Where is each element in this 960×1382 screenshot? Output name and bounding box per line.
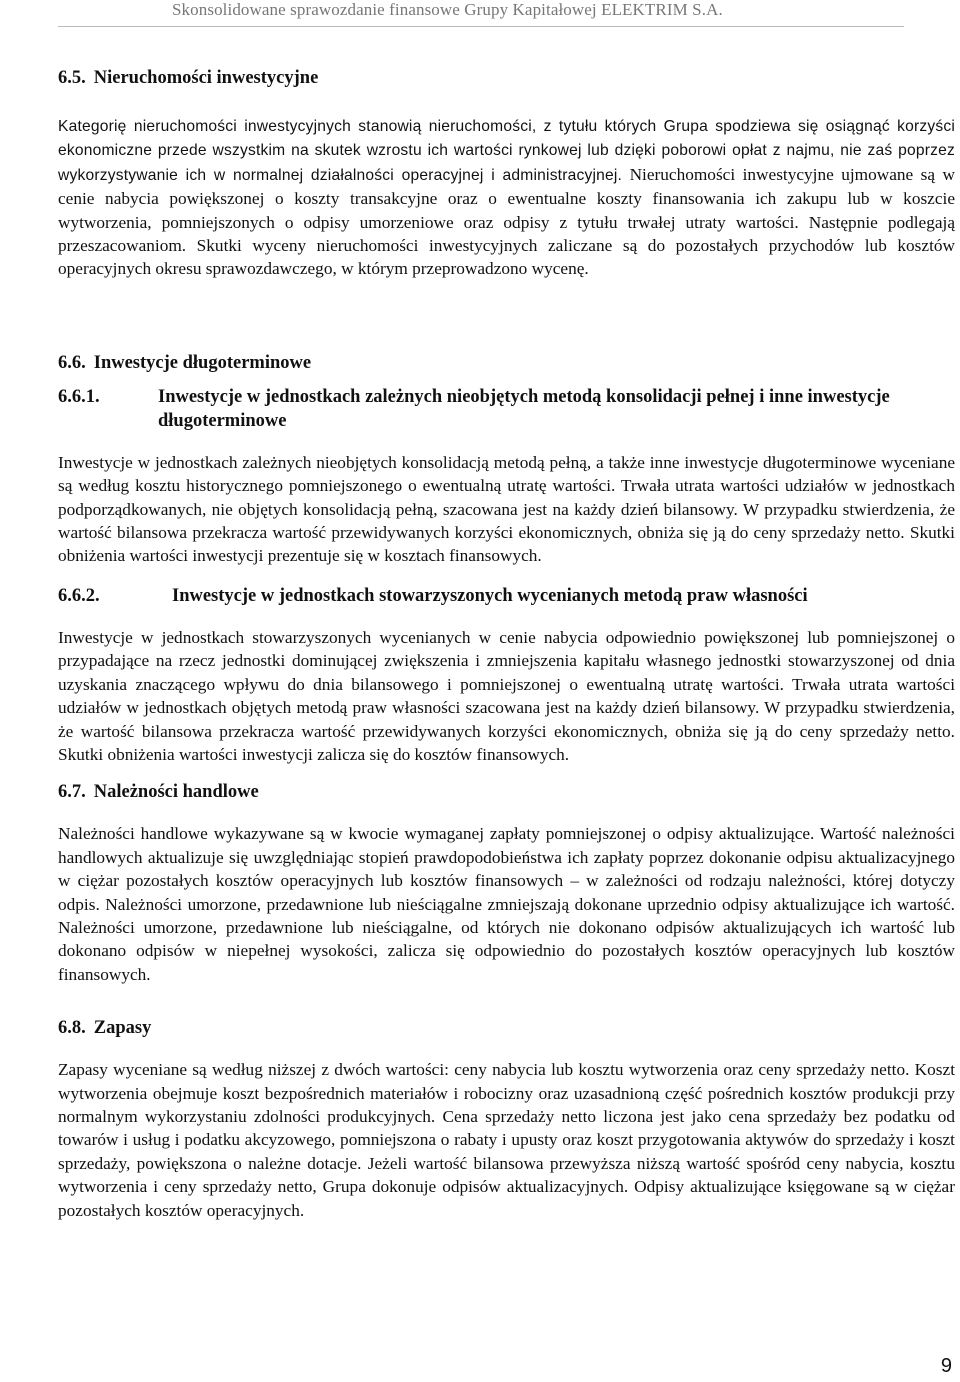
section-title: Zapasy <box>93 1018 152 1039</box>
section-number: 6.6. <box>58 352 86 373</box>
section-heading-6-6 <box>58 351 955 375</box>
document-header: Skonsolidowane sprawozdanie finansowe Grupy Kapitałowej ELEKTRIM S.A. <box>172 0 723 19</box>
section-title: Nieruchomości inwestycyjne <box>93 68 319 88</box>
section-number: 6.7. <box>58 782 86 803</box>
paragraph-serif-part: Nieruchomości inwestycyjne ujmowane są w cenie nabycia powiększonej o koszty transakcyjne oraz o ewentualne koszty finansowania ich zakupu lub w koszcie wytworzenia, pomniejszonych o odpisy umorzeniowe oraz odpisy z tytułu trwałej utraty wartości. Następnie podlegają przeszacowaniom. Skutki wyceny nieruchomości inwestycyjnych zaliczane są do pozostałych przychodów lub kosztów operacyjnych okresu sprawozdawczego, w którym przeprowadzono wycenę. <box>58 164 956 279</box>
paragraph-associate-investments: Inwestycje w jednostkach stowarzyszonych wycenianych w cenie nabycia odpowiednio powiększonej lub pomniejszonej o przypadające na rzecz jednostki dominującej zwiększenia i zmniejszenia kapitału własnego jednostki stowarzyszonej od dnia uzyskania znaczącego wpływu do dnia bilansowego i pomniejszonej o ewentualną utratę wartości. Trwała utrata wartości udziałów w jednostkach objętych metodą praw własności szacowana jest na każdy dzień bilansowy. W przypadku stwierdzenia, że wartość bilansowa przekracza wartość przewidywanych korzyści ekonomicznych, obniża się ją do ceny sprzedaży netto. Skutki obniżenia wartości inwestycji zalicza się do kosztów finansowych. <box>58 627 955 764</box>
section-number: 6.5. <box>58 68 86 88</box>
paragraph-investment-property <box>58 114 955 281</box>
paragraph-sans-part: Kategorię nieruchomości inwestycyjnych stanowią nieruchomości, z tytułu których Grupa spodziewa się osiągnąć korzyści ekonomiczne przede wszystkim na skutek wzrostu ich wartości rynkowej lub dzięki poborowi opłat z najmu, nie zaś poprzez wykorzystywanie ich w normalnej działalności operacyjnej i administracyjnej. <box>58 118 955 184</box>
header-divider <box>58 26 904 27</box>
section-heading-6-6-2 <box>58 584 955 608</box>
section-title: Inwestycje długoterminowe <box>93 352 312 373</box>
section-title: Inwestycje w jednostkach stowarzyszonych wycenianych metodą praw własności <box>172 585 808 606</box>
section-title: Inwestycje w jednostkach zależnych nieobjętych metodą konsolidacji pełnej i inne inwestycje długoterminowe <box>158 386 890 431</box>
section-title: Należności handlowe <box>93 782 259 803</box>
section-number: 6.8. <box>58 1018 86 1039</box>
paragraph-trade-receivables: Należności handlowe wykazywane są w kwocie wymaganej zapłaty pomniejszonej o odpisy aktualizujące. Wartość należności handlowych aktualizuje się uwzględniając stopień prawdopodobieństwa ich zapłaty poprzez dokonanie odpisu aktualizacyjnego w ciężar pozostałych kosztów operacyjnych lub kosztów finansowych – w zależności od rodzaju należności, której dotyczy odpis. Należności umorzone, przedawnione lub nieściągalne zmniejszają dokonane uprzednio odpisy aktualizujące ich wartość. Należności umorzone, przedawnione lub nieściągalne, od których nie dokonano odpisów aktualizujących ich wartość lub dokonano odpisów w niepełnej wysokości, zalicza się odpowiednio do pozostałych kosztów operacyjnych lub kosztów finansowych. <box>58 824 955 984</box>
section-heading-6-7 <box>58 780 955 804</box>
section-heading-6-8 <box>58 1016 955 1040</box>
section-heading-6-5 <box>58 66 955 90</box>
document-body <box>58 66 955 1222</box>
section-number: 6.6.2. <box>58 585 100 606</box>
section-number: 6.6.1. <box>58 386 100 407</box>
page-number: 9 <box>940 1355 952 1377</box>
paragraph-subsidiary-investments: Inwestycje w jednostkach zależnych nieobjętych konsolidacją metodą pełną, a także inne inwestycje długoterminowe wyceniane są według kosztu historycznego pomniejszonego o ewentualną utratę wartości. Trwała utrata wartości udziałów w jednostkach podporządkowanych, nie objętych konsolidacją pełną, szacowana jest na każdy dzień bilansowy. W przypadku stwierdzenia, że wartość bilansowa przekracza wartość przewidywanych korzyści ekonomicznych, obniża się ją do ceny sprzedaży netto. Skutki obniżenia wartości inwestycji prezentuje się w kosztach finansowych. <box>58 452 955 566</box>
section-heading-6-6-1 <box>58 385 955 433</box>
paragraph-inventories: Zapasy wyceniane są według niższej z dwóch wartości: ceny nabycia lub kosztu wytworzenia oraz ceny sprzedaży netto. Koszt wytworzenia obejmuje koszt bezpośrednich materiałów i robocizny oraz uzasadnioną część pośrednich kosztów produkcji przy normalnym wykorzystaniu zdolności produkcyjnych. Cena sprzedaży netto liczona jest jako cena sprzedaży bez podatku od towarów i usług i podatku akcyzowego, pomniejszona o rabaty i upusty oraz koszt przygotowania aktywów do sprzedaży i koszt sprzedaży, powiększona o należne dotacje. Jeżeli wartość bilansowa przewyższa niższą wartość spośród ceny nabycia, kosztu wytworzenia i ceny sprzedaży netto, Grupa dokonuje odpisów aktualizacyjnych. Odpisy aktualizujące księgowane są w ciężar pozostałych kosztów operacyjnych. <box>58 1060 955 1220</box>
